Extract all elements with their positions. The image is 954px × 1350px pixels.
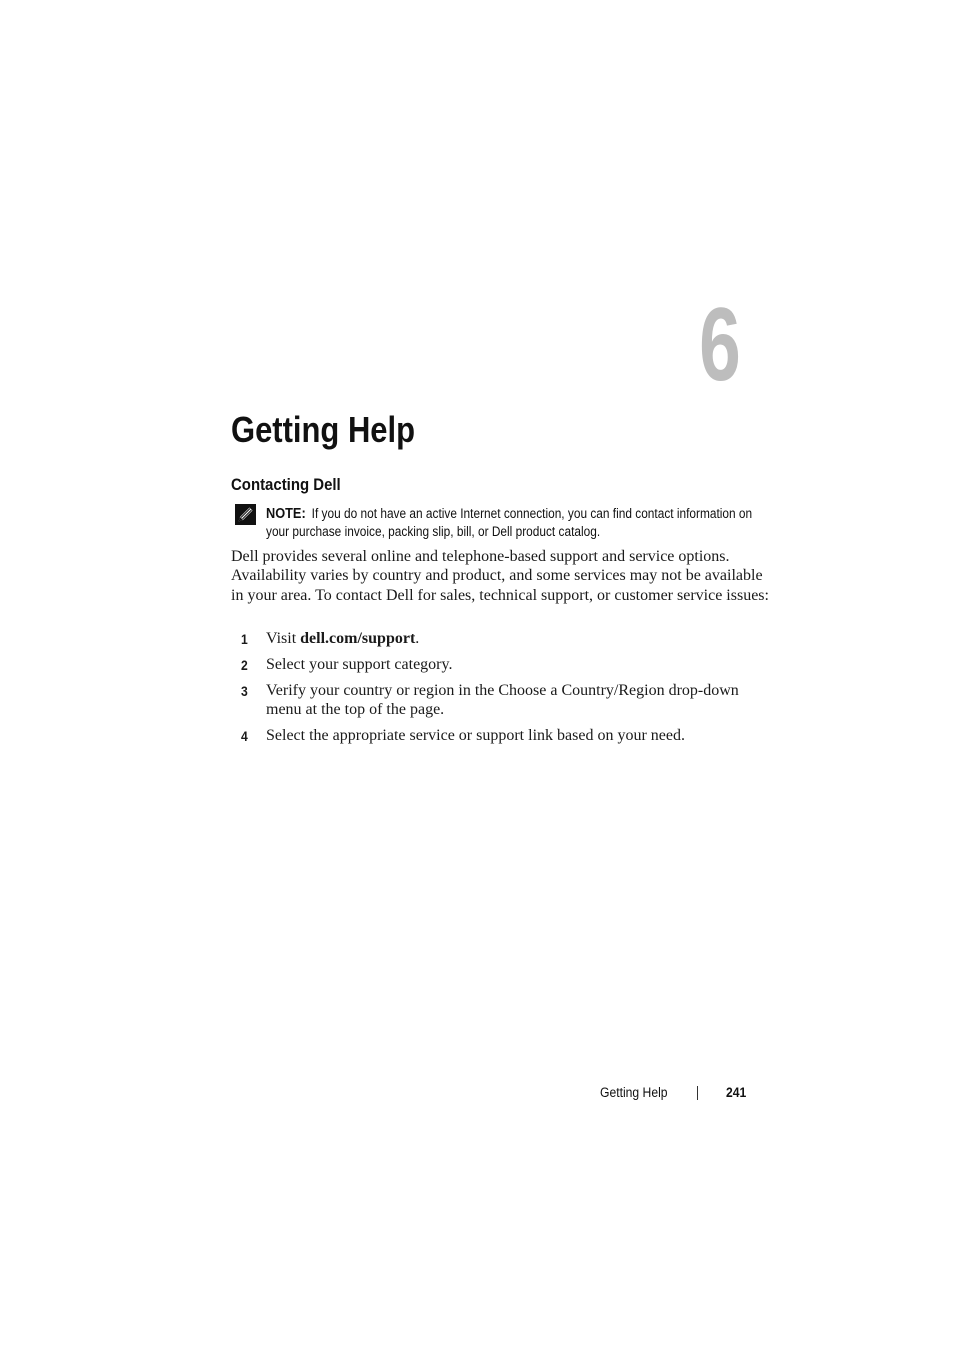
step-number: 1 [241,632,248,647]
step-number: 2 [241,657,248,673]
note-text: If you do not have an active Internet connection, you can find contact information on your purchase invoice, packing slip, bill, or Dell product catalog. [266,506,753,539]
step-text: Visit [266,630,301,647]
intro-paragraph: Dell provides several online and telephone-based support and service options. Availability varies by country and product, and some services may not be available in your area. To contact Dell for sales, technical support, or customer service issues: [231,548,769,604]
pencil-note-icon [235,504,256,525]
support-link[interactable]: dell.com/support [300,630,416,647]
step-number: 4 [241,729,248,745]
section-title: Contacting Dell [231,475,341,494]
list-item [231,726,761,745]
list-item [231,629,761,648]
step-text-suffix: . [415,630,420,647]
note-label: NOTE: [266,506,306,522]
step-text: Verify your country or region in the Choose a Country/Region drop-down menu at the top of the page. [266,681,739,719]
step-text: Select your support category. [266,655,453,673]
footer-title: Getting Help [600,1085,668,1100]
note-box [266,505,759,541]
list-item [231,655,761,674]
step-number: 3 [241,683,248,699]
steps-list [231,629,761,752]
list-item [231,681,761,720]
chapter-number: 6 [699,287,741,403]
page-number: 241 [726,1085,747,1100]
step-text: Select the appropriate service or support link based on your need. [266,727,685,745]
page-title: Getting Help [231,409,416,450]
footer-divider [697,1086,698,1100]
